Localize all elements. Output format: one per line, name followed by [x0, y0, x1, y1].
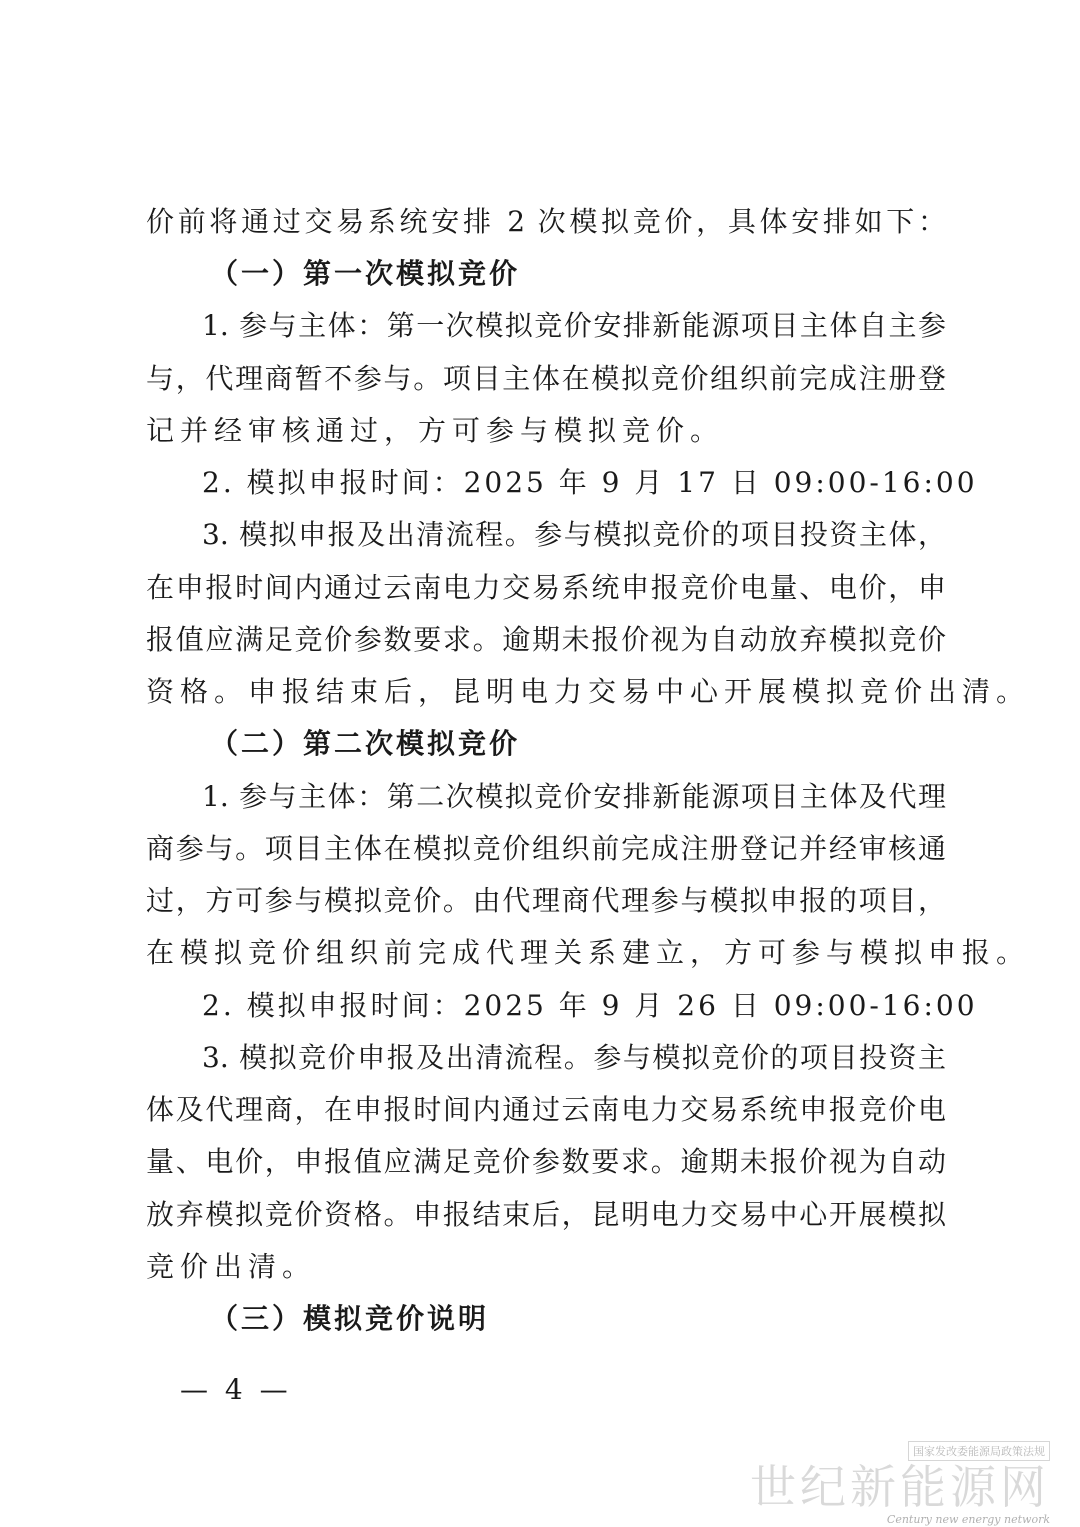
- page-number: — 4 —: [180, 1373, 292, 1406]
- watermark-top-text: 国家发改委能源局政策法规: [908, 1441, 1050, 1461]
- paragraph-line: 2. 模拟申报时间：2025 年 9 月 17 日 09:00-16:00: [202, 466, 978, 499]
- paragraph-line: 报值应满足竞价参数要求。逾期未报价视为自动放弃模拟竞价: [146, 623, 946, 656]
- watermark: [750, 1440, 1050, 1526]
- paragraph-line: 与，代理商暂不参与。项目主体在模拟竞价组织前完成注册登: [146, 362, 946, 395]
- paragraph-line: 1. 参与主体：第二次模拟竞价安排新能源项目主体及代理: [202, 780, 946, 813]
- paragraph-line: 资格。申报结束后，昆明电力交易中心开展模拟竞价出清。: [146, 675, 1031, 708]
- paragraph-line: 记并经审核通过，方可参与模拟竞价。: [146, 414, 725, 447]
- paragraph-line: 1. 参与主体：第一次模拟竞价安排新能源项目主体自主参: [202, 309, 946, 342]
- paragraph-line: 在模拟竞价组织前完成代理关系建立，方可参与模拟申报。: [146, 936, 1031, 969]
- section-heading-3: （三）模拟竞价说明: [210, 1302, 490, 1335]
- paragraph-line: 过，方可参与模拟竞价。由代理商代理参与模拟申报的项目，: [146, 884, 946, 917]
- paragraph-line: 量、电价，申报值应满足竞价参数要求。逾期未报价视为自动: [146, 1145, 946, 1178]
- paragraph-line: 2. 模拟申报时间：2025 年 9 月 26 日 09:00-16:00: [202, 989, 978, 1022]
- paragraph-line: 竞价出清。: [146, 1250, 317, 1283]
- paragraph-line: 放弃模拟竞价资格。申报结束后，昆明电力交易中心开展模拟: [146, 1198, 946, 1231]
- paragraph-line: 价前将通过交易系统安排 2 次模拟竞价，具体安排如下：: [146, 205, 946, 238]
- watermark-logo-text: 世纪新能源网: [750, 1460, 1050, 1514]
- watermark-subtitle: Century new energy network: [886, 1513, 1050, 1526]
- paragraph-line: 体及代理商，在申报时间内通过云南电力交易系统申报竞价电: [146, 1093, 946, 1126]
- paragraph-line: 3. 模拟申报及出清流程。参与模拟竞价的项目投资主体，: [202, 518, 946, 551]
- section-heading-2: （二）第二次模拟竞价: [210, 727, 521, 760]
- section-heading-1: （一）第一次模拟竞价: [210, 257, 521, 290]
- paragraph-line: 3. 模拟竞价申报及出清流程。参与模拟竞价的项目投资主: [202, 1041, 946, 1074]
- paragraph-line: 商参与。项目主体在模拟竞价组织前完成注册登记并经审核通: [146, 832, 946, 865]
- paragraph-line: 在申报时间内通过云南电力交易系统申报竞价电量、电价，申: [146, 571, 946, 604]
